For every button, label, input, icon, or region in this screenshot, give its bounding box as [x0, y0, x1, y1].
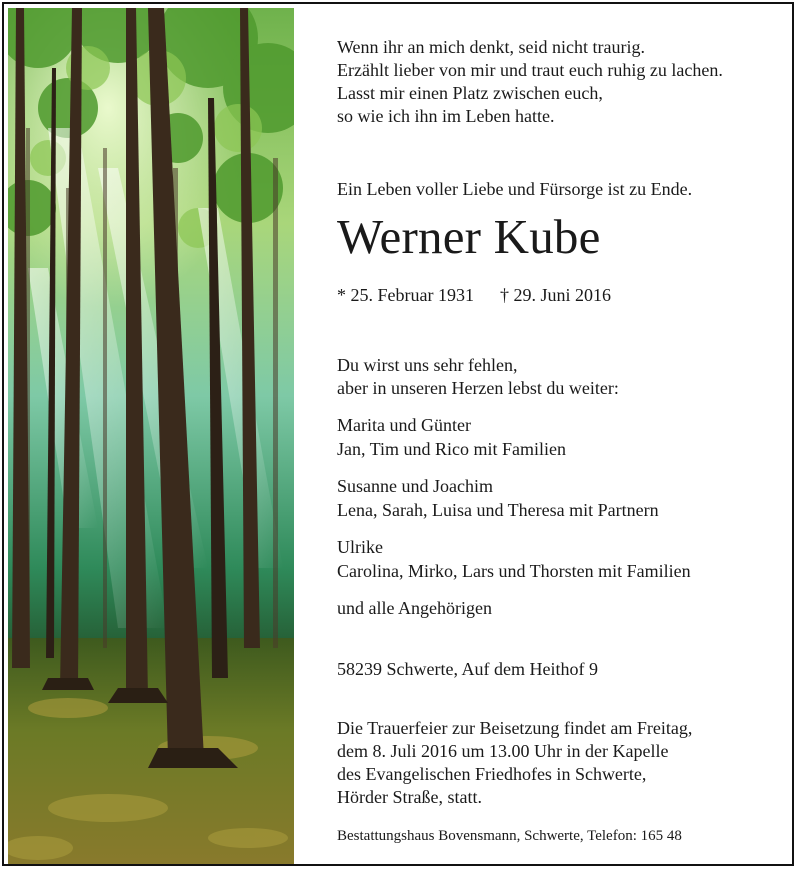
mourner-line: Lena, Sarah, Luisa und Theresa mit Partnern: [337, 500, 659, 520]
mourner-line: Jan, Tim und Rico mit Familien: [337, 439, 567, 459]
birth-date: * 25. Februar 1931: [337, 285, 474, 305]
poem-line: so wie ich ihn im Leben hatte.: [337, 106, 555, 126]
forest-photo-illustration: [8, 8, 294, 866]
ceremony-line: des Evangelischen Friedhofes in Schwerte,: [337, 764, 647, 784]
farewell-line: Du wirst uns sehr fehlen,: [337, 355, 518, 375]
mourner-line: Susanne und Joachim: [337, 476, 493, 496]
poem-line: Lasst mir einen Platz zwischen euch,: [337, 83, 603, 103]
ceremony-line: dem 8. Juli 2016 um 13.00 Uhr in der Kapelle: [337, 741, 669, 761]
forest-photo: [8, 8, 294, 866]
farewell-line: aber in unseren Herzen lebst du weiter:: [337, 378, 619, 398]
undertaker-line: Bestattungshaus Bovensmann, Schwerte, Telefon: 165 48: [337, 828, 682, 844]
mourner-line: Carolina, Mirko, Lars und Thorsten mit Familien: [337, 561, 691, 581]
obituary-notice: [2, 2, 794, 866]
deceased-name: Werner Kube: [337, 209, 601, 264]
ceremony-line: Die Trauerfeier zur Beisetzung findet am Freitag,: [337, 718, 693, 738]
mourner-line: Marita und Günter: [337, 415, 471, 435]
address-line: 58239 Schwerte, Auf dem Heithof 9: [337, 659, 598, 679]
poem-line: Wenn ihr an mich denkt, seid nicht traurig.: [337, 37, 645, 57]
intro-text: Ein Leben voller Liebe und Fürsorge ist zu Ende.: [337, 179, 693, 199]
relatives-line: und alle Angehörigen: [337, 598, 492, 618]
mourner-line: Ulrike: [337, 537, 383, 557]
poem-line: Erzählt lieber von mir und traut euch ruhig zu lachen.: [337, 60, 723, 80]
ceremony-line: Hörder Straße, statt.: [337, 787, 482, 807]
death-date: † 29. Juni 2016: [500, 285, 612, 305]
